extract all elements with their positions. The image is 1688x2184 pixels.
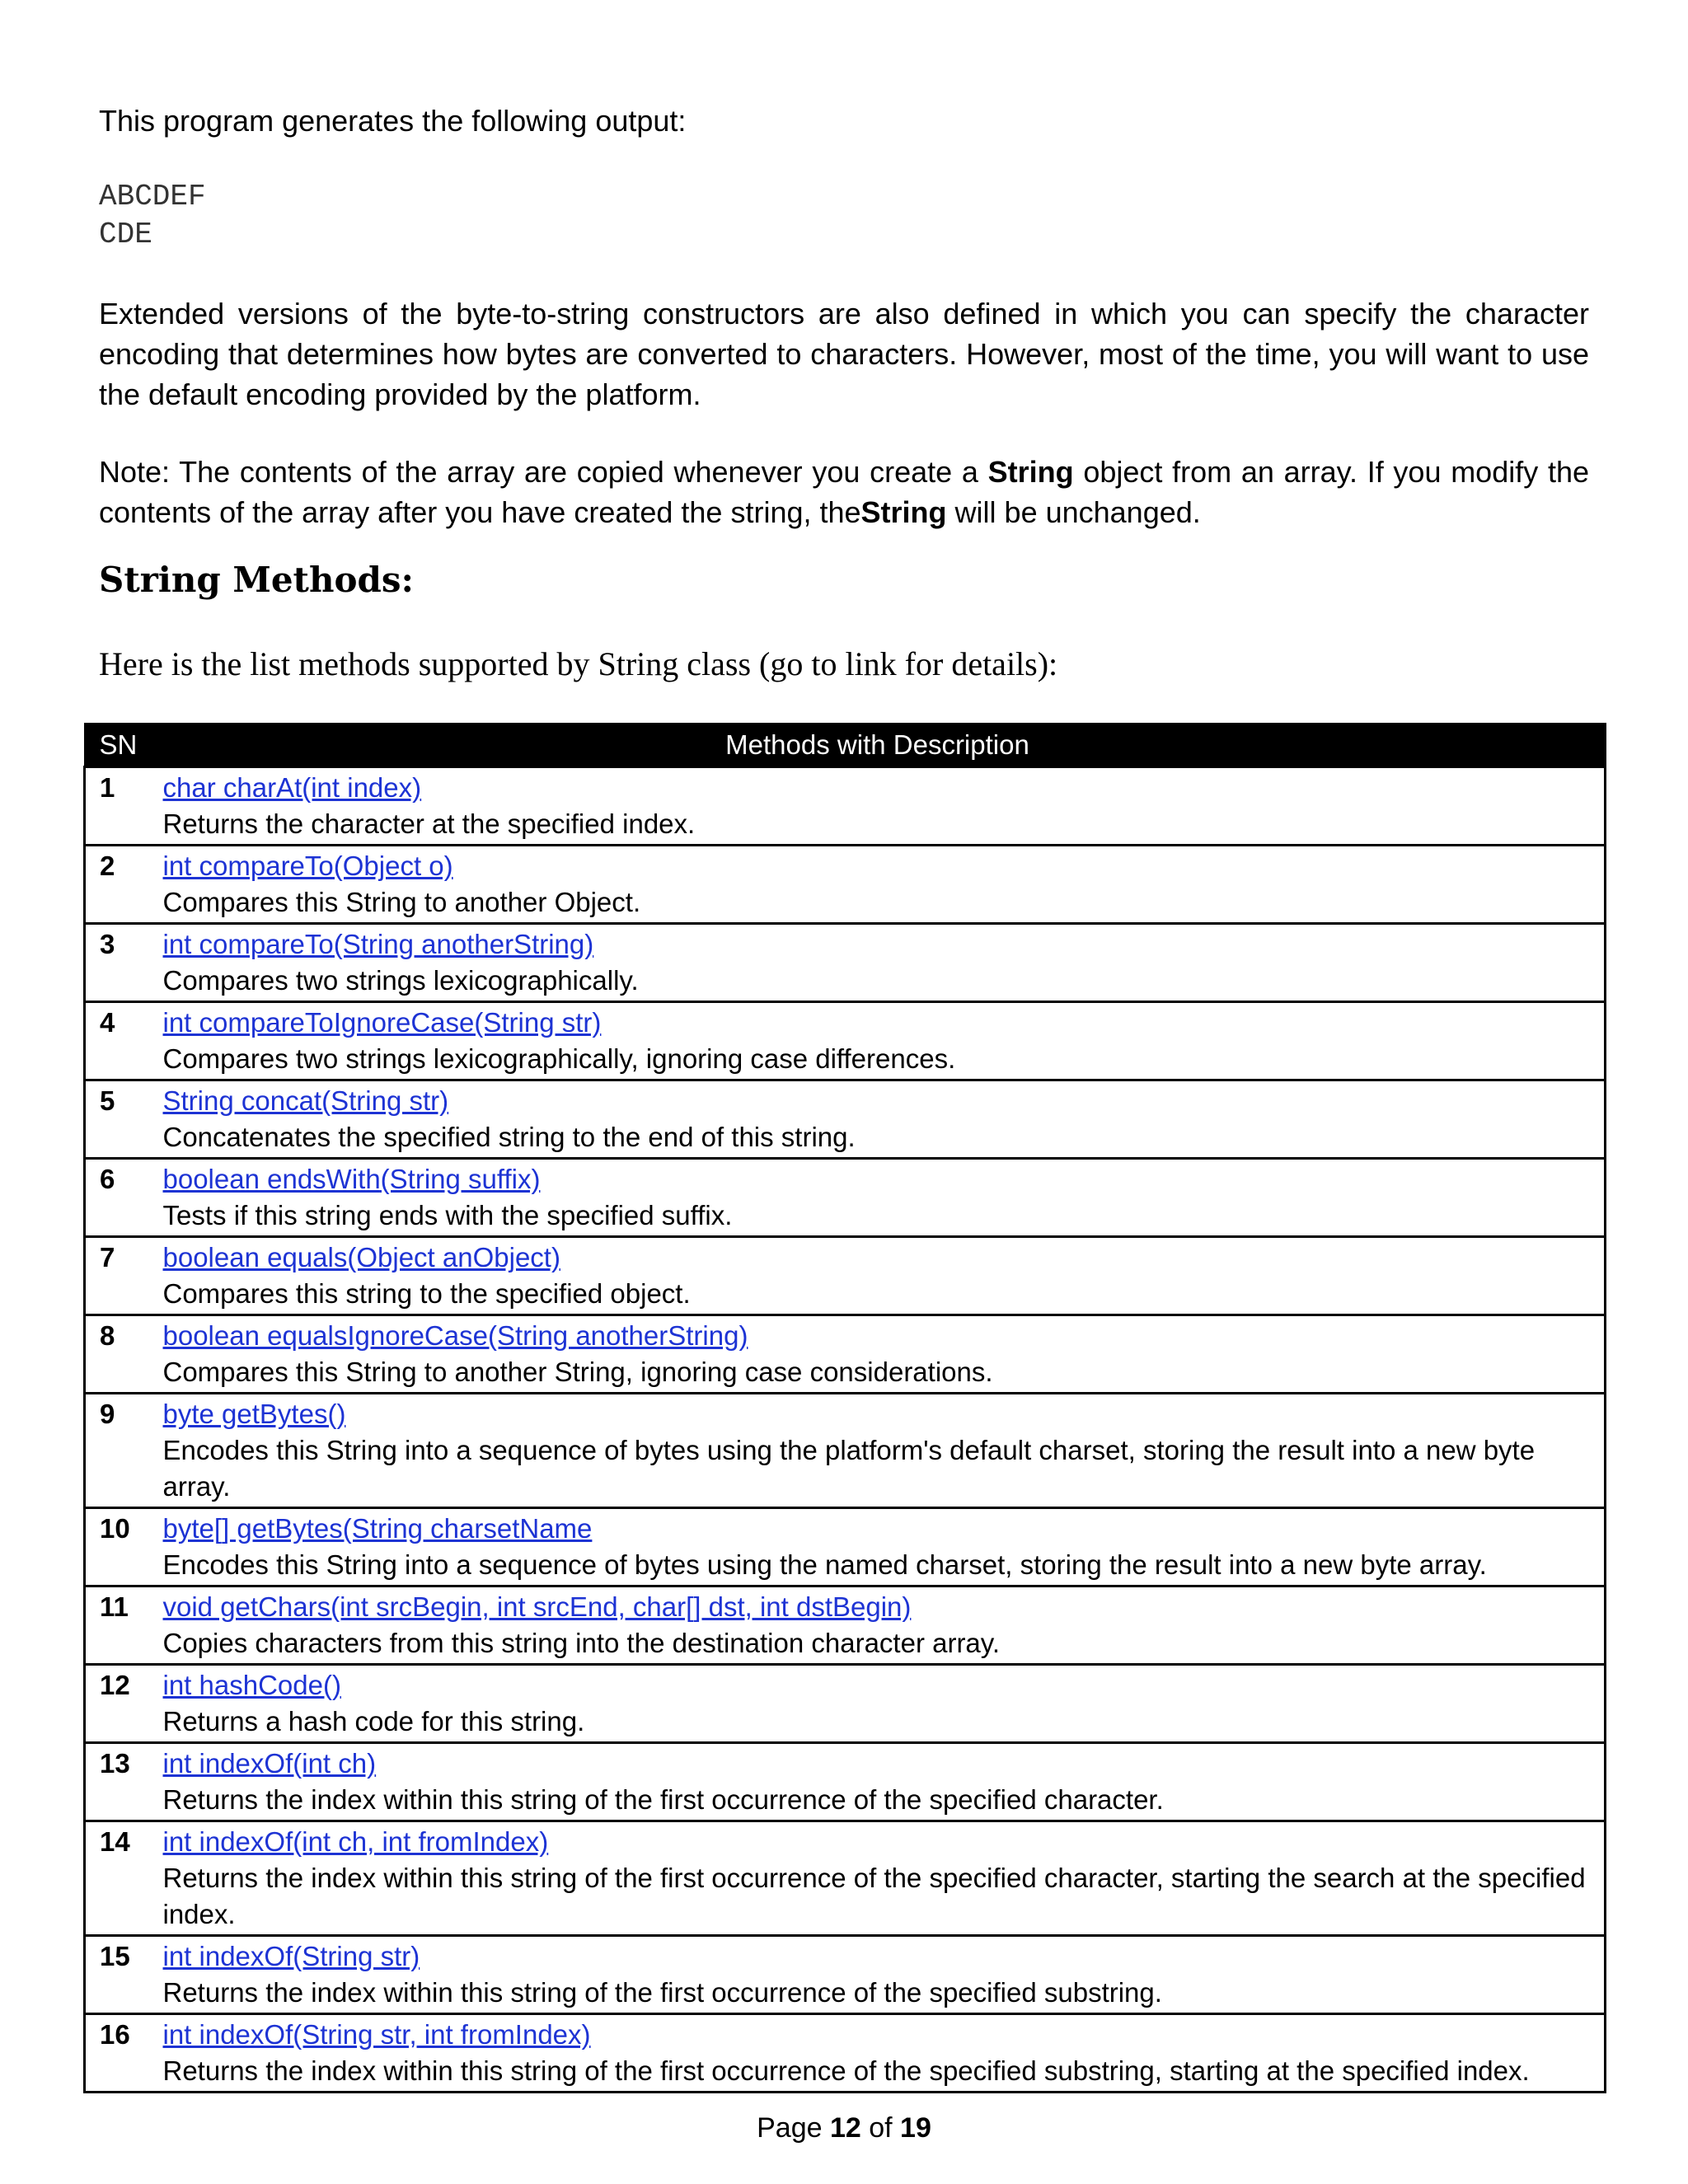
output-line: CDE (99, 218, 152, 251)
table-row (85, 1665, 1606, 1743)
column-header-sn: SN (85, 724, 150, 767)
row-number: 11 (85, 1586, 150, 1665)
methods-table (83, 723, 1606, 2093)
method-description: Returns a hash code for this string. (162, 1706, 585, 1736)
method-cell (150, 2014, 1606, 2093)
row-number: 16 (85, 2014, 150, 2093)
table-row (85, 924, 1606, 1002)
table-row (85, 767, 1606, 846)
table-row (85, 2014, 1606, 2093)
intro-paragraph: This program generates the following output: (99, 104, 687, 138)
method-cell (150, 767, 1606, 846)
row-number: 3 (85, 924, 150, 1002)
method-description: Returns the index within this string of the first occurrence of the specified character. (162, 1784, 1164, 1815)
method-signature-link[interactable]: int indexOf(String str, int fromIndex) (162, 2019, 591, 2050)
method-cell (150, 1821, 1606, 1936)
method-cell (150, 1002, 1606, 1080)
method-cell (150, 1586, 1606, 1665)
method-cell (150, 846, 1606, 924)
method-signature-link[interactable]: int indexOf(int ch, int fromIndex) (162, 1826, 549, 1857)
method-signature-link[interactable]: int compareTo(String anotherString) (162, 929, 594, 959)
method-description: Returns the index within this string of the first occurrence of the specified character, starting the search at the specified index. (162, 1863, 1586, 1929)
table-row (85, 1394, 1606, 1508)
table-row (85, 1508, 1606, 1586)
method-cell (150, 1080, 1606, 1159)
method-description: Compares this String to another Object. (162, 887, 641, 917)
method-description: Returns the index within this string of the first occurrence of the specified substring, starting at the specified index. (162, 2055, 1530, 2086)
total-pages: 19 (900, 2112, 931, 2144)
row-number: 4 (85, 1002, 150, 1080)
row-number: 13 (85, 1743, 150, 1821)
row-number: 2 (85, 846, 150, 924)
table-row (85, 1002, 1606, 1080)
method-cell (150, 1315, 1606, 1394)
table-row (85, 1743, 1606, 1821)
row-number: 8 (85, 1315, 150, 1394)
method-description: Compares this String to another String, ignoring case considerations. (162, 1357, 993, 1387)
method-cell (150, 1159, 1606, 1237)
method-description: Tests if this string ends with the specified suffix. (162, 1200, 733, 1230)
method-cell (150, 1237, 1606, 1315)
table-row (85, 1159, 1606, 1237)
method-description: Compares this string to the specified object. (162, 1278, 691, 1309)
method-description: Encodes this String into a sequence of bytes using the named charset, storing the result into a new byte array. (162, 1549, 1487, 1580)
method-signature-link[interactable]: String concat(String str) (162, 1085, 449, 1116)
table-header-row (85, 724, 1606, 767)
note-bold: String (860, 495, 947, 529)
note-text: will be unchanged. (946, 495, 1201, 529)
table-row (85, 1821, 1606, 1936)
table-row (85, 1080, 1606, 1159)
table-row (85, 1936, 1606, 2014)
extended-paragraph: Extended versions of the byte-to-string constructors are also defined in which you can specify the character encoding that determines how bytes are converted to characters. However, most of the time, you will want to use the default encoding provided by the platform. (99, 297, 1589, 411)
row-number: 9 (85, 1394, 150, 1508)
row-number: 5 (85, 1080, 150, 1159)
row-number: 15 (85, 1936, 150, 2014)
method-cell (150, 1743, 1606, 1821)
method-signature-link[interactable]: boolean equals(Object anObject) (162, 1242, 560, 1272)
row-number: 10 (85, 1508, 150, 1586)
of-label: of (860, 2112, 901, 2144)
method-description: Concatenates the specified string to the end of this string. (162, 1122, 856, 1152)
method-signature-link[interactable]: int compareToIgnoreCase(String str) (162, 1007, 602, 1038)
method-signature-link[interactable]: byte getBytes() (162, 1399, 346, 1429)
method-cell (150, 924, 1606, 1002)
method-signature-link[interactable]: int compareTo(Object o) (162, 851, 453, 881)
note-text: object from an array. If you modify the contents of the array after you have created the string, the (99, 455, 1589, 529)
method-description: Compares two strings lexicographically. (162, 965, 639, 996)
method-signature-link[interactable]: void getChars(int srcBegin, int srcEnd, char[] dst, int dstBegin) (162, 1591, 912, 1622)
table-row (85, 1237, 1606, 1315)
table-row (85, 846, 1606, 924)
method-description: Compares two strings lexicographically, ignoring case differences. (162, 1043, 956, 1074)
column-header-methods: Methods with Description (150, 724, 1606, 767)
method-signature-link[interactable]: byte[] getBytes(String charsetName (162, 1513, 593, 1544)
method-signature-link[interactable]: boolean equalsIgnoreCase(String anotherString) (162, 1320, 748, 1351)
section-heading: String Methods: (99, 560, 415, 600)
row-number: 1 (85, 767, 150, 846)
method-description: Returns the character at the specified index. (162, 808, 696, 839)
method-signature-link[interactable]: int indexOf(int ch) (162, 1748, 377, 1779)
method-description: Returns the index within this string of the first occurrence of the specified substring. (162, 1977, 1162, 2008)
note-bold: String (987, 455, 1074, 489)
page-label: Page (757, 2112, 830, 2144)
method-cell (150, 1936, 1606, 2014)
table-row (85, 1586, 1606, 1665)
method-description: Copies characters from this string into the destination character array. (162, 1628, 1001, 1658)
note-text: Note: The contents of the array are copied whenever you create a (99, 455, 988, 489)
row-number: 7 (85, 1237, 150, 1315)
method-signature-link[interactable]: char charAt(int index) (162, 772, 422, 803)
method-cell (150, 1394, 1606, 1508)
method-signature-link[interactable]: boolean endsWith(String suffix) (162, 1164, 541, 1194)
row-number: 14 (85, 1821, 150, 1936)
method-signature-link[interactable]: int indexOf(String str) (162, 1941, 420, 1971)
note-paragraph (99, 452, 1589, 532)
row-number: 12 (85, 1665, 150, 1743)
current-page: 12 (829, 2112, 861, 2144)
method-signature-link[interactable]: int hashCode() (162, 1670, 341, 1700)
section-subheading: Here is the list methods supported by String class (go to link for details): (99, 645, 1058, 682)
method-cell (150, 1665, 1606, 1743)
table-row (85, 1315, 1606, 1394)
method-description: Encodes this String into a sequence of bytes using the platform's default charset, storing the result into a new byte array. (162, 1435, 1536, 1502)
row-number: 6 (85, 1159, 150, 1237)
program-output (99, 178, 206, 254)
output-line: ABCDEF (99, 180, 206, 213)
page-footer (0, 2110, 1688, 2146)
method-cell (150, 1508, 1606, 1586)
